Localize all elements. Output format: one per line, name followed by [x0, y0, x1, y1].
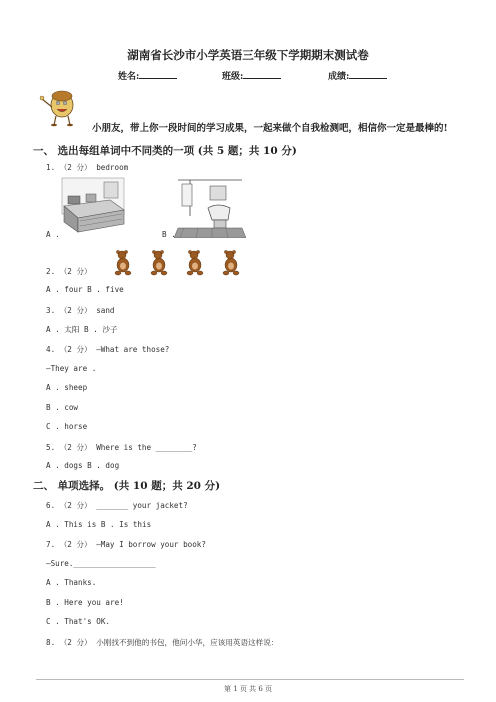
section-2-heading: 二、 单项选择。 (共 10 题；共 20 分): [33, 480, 221, 492]
q1-option-a[interactable]: A .: [46, 230, 60, 239]
q5-stem: 5. （2 分） Where is the ________?: [46, 443, 197, 452]
q1-stem: 1. （2 分） bedroom: [46, 163, 129, 172]
score-blank[interactable]: [349, 70, 387, 79]
name-label: 姓名:: [118, 72, 140, 82]
q6-options[interactable]: A . This is B . Is this: [46, 520, 152, 529]
q4-line: —They are .: [46, 364, 97, 373]
q5-options[interactable]: A . dogs B . dog: [46, 461, 120, 470]
encouragement-text: 小朋友，带上你一段时间的学习成果，一起来做个自我检测吧，相信你一定是最棒的!: [92, 123, 448, 134]
q8-stem: 8. （2 分） 小刚找不到他的书包，他问小华，应该用英语这样说：: [46, 638, 279, 647]
score-field[interactable]: [328, 69, 387, 82]
q3-stem: 3. （2 分） sand: [46, 306, 115, 315]
q7-option-c[interactable]: C . That's OK.: [46, 617, 111, 626]
q2-options[interactable]: A . four B . five: [46, 285, 124, 294]
q4-option-b[interactable]: B . cow: [46, 403, 79, 412]
bathroom-image: [174, 176, 246, 238]
q7-stem: 7. （2 分） —May I borrow your book?: [46, 540, 206, 549]
name-field[interactable]: [118, 69, 177, 82]
class-field[interactable]: [222, 69, 281, 82]
score-label: 成绩:: [328, 72, 350, 82]
q1-option-b[interactable]: B .: [162, 230, 176, 239]
q4-stem: 4. （2 分） —What are those?: [46, 345, 170, 354]
bears-image: [108, 247, 248, 277]
q4-option-c[interactable]: C . horse: [46, 422, 88, 431]
q4-option-a[interactable]: A . sheep: [46, 383, 88, 392]
q7-option-b[interactable]: B . Here you are!: [46, 598, 124, 607]
q7-option-a[interactable]: A . Thanks.: [46, 578, 97, 587]
class-label: 班级:: [222, 72, 244, 82]
mascot-icon: [38, 87, 82, 127]
page-number: 第 1 页 共 6 页: [223, 685, 273, 693]
footer-divider: [36, 679, 464, 680]
q7-line: —Sure.__________________: [46, 559, 156, 568]
class-blank[interactable]: [243, 70, 281, 79]
q6-stem: 6. （2 分） _______ your jacket?: [46, 501, 188, 510]
section-1-heading: 一、 选出每组单词中不同类的一项 (共 5 题；共 10 分): [33, 145, 297, 157]
q3-options[interactable]: A . 太阳 B . 沙子: [46, 325, 118, 334]
name-blank[interactable]: [139, 70, 177, 79]
bedroom-image: [58, 176, 128, 236]
page-title: 湖南省长沙市小学英语三年级下学期期末测试卷: [127, 48, 369, 62]
q2-stem: 2. （2 分）: [46, 267, 92, 276]
